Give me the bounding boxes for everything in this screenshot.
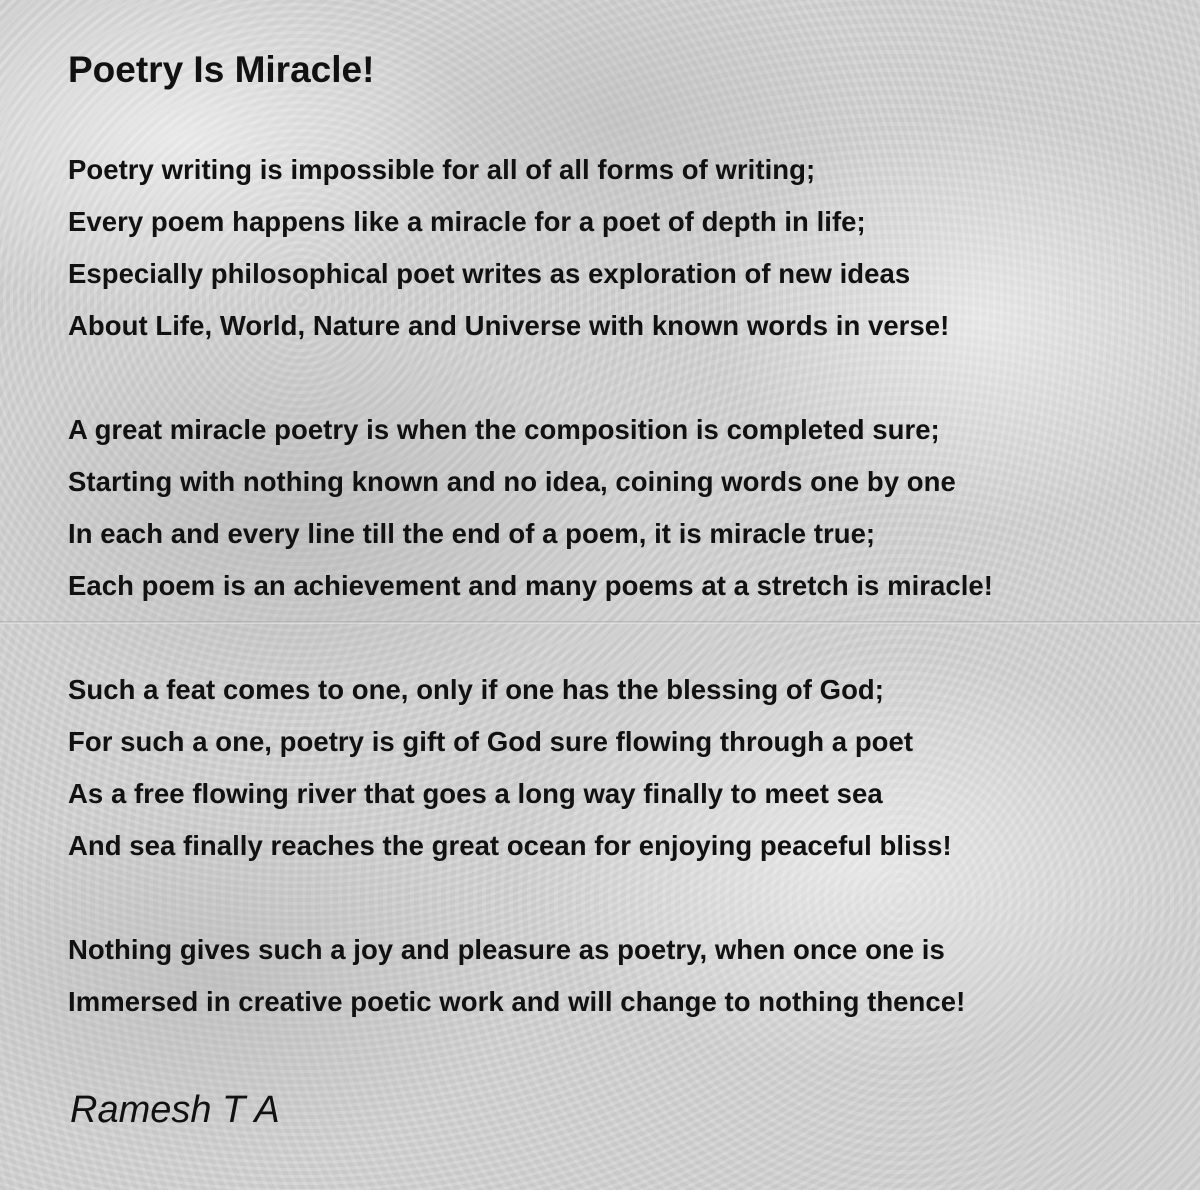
stanza-2 bbox=[68, 404, 1178, 612]
poem-line: As a free flowing river that goes a long way finally to meet sea bbox=[68, 778, 883, 810]
poem-line: Such a feat comes to one, only if one has the blessing of God; bbox=[68, 674, 884, 706]
poem-line: Poetry writing is impossible for all of all forms of writing; bbox=[68, 154, 816, 186]
poem-line: In each and every line till the end of a poem, it is miracle true; bbox=[68, 518, 876, 550]
stanza-3 bbox=[68, 664, 1178, 872]
poem-line: Starting with nothing known and no idea, coining words one by one bbox=[68, 466, 956, 498]
poem-line: And sea finally reaches the great ocean for enjoying peaceful bliss! bbox=[68, 830, 952, 862]
poem-line: Every poem happens like a miracle for a poet of depth in life; bbox=[68, 206, 866, 238]
poem-body bbox=[68, 48, 1178, 1028]
poem-title: Poetry Is Miracle! bbox=[68, 49, 375, 90]
poem-line: For such a one, poetry is gift of God sure flowing through a poet bbox=[68, 726, 914, 758]
stanza-4 bbox=[68, 924, 1178, 1028]
poem-author: Ramesh T A bbox=[70, 1089, 280, 1131]
poem-line: Immersed in creative poetic work and will change to nothing thence! bbox=[68, 986, 966, 1018]
poem-line: About Life, World, Nature and Universe with known words in verse! bbox=[68, 310, 950, 342]
poem-line: Each poem is an achievement and many poems at a stretch is miracle! bbox=[68, 570, 993, 602]
poem-line: Especially philosophical poet writes as exploration of new ideas bbox=[68, 258, 911, 290]
poem-line: A great miracle poetry is when the composition is completed sure; bbox=[68, 414, 940, 446]
poem-line: Nothing gives such a joy and pleasure as poetry, when once one is bbox=[68, 934, 945, 966]
stanza-1 bbox=[68, 144, 1178, 352]
